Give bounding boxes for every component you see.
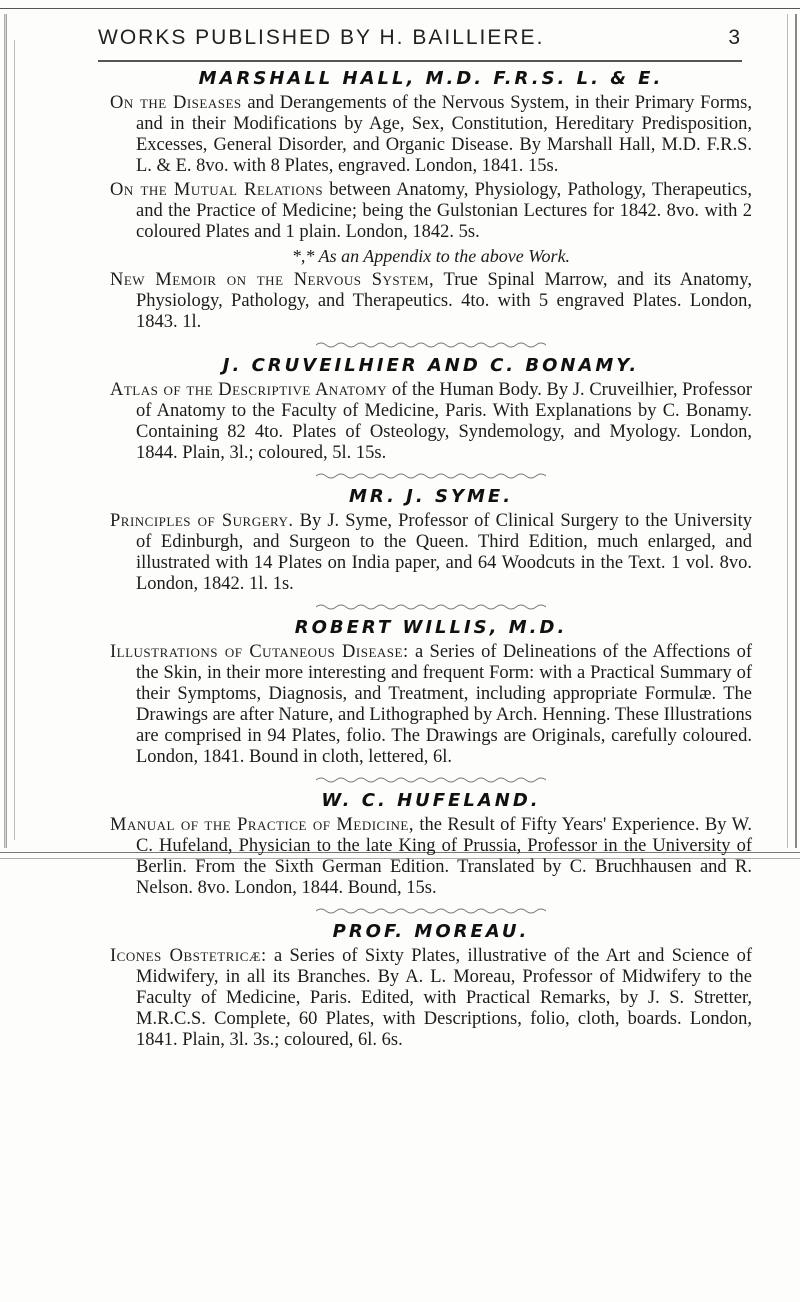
author-heading: ROBERT WILLIS, M.D. [294, 617, 568, 638]
right-page-edge [795, 14, 797, 848]
author-heading: J. CRUVEILHIER AND C. BONAMY. [222, 355, 640, 376]
running-title: WORKS PUBLISHED BY H. BAILLIERE. [98, 26, 545, 49]
entry-text: the Result of Fifty Years' Experience. By W. C. Hufeland, Physician to the late King of Prussia, Professor in the University of Berlin. From the Sixth German Edition. Translated by C. Bruchhausen and R. Nelson. 8vo. London, 1844. Bound, 15s. [136, 815, 752, 898]
left-page-edge-inner [14, 40, 15, 840]
book-entry [110, 380, 752, 464]
entry-title: On the Diseases [110, 93, 242, 113]
wavy-divider [316, 776, 546, 784]
catalogue-content [110, 68, 752, 1054]
entry-text: a Series of Delineations of the Affections of the Skin, in their more interesting and frequent Form: with a Practical Summary of their Symptoms, Diagnosis, and Treatment, including appropriate Formulæ. The Drawings are after Nature, and Lithographed by Arch. Henning. These Illustrations are comprised in 94 Plates, folio. The Drawings are Originals, carefully coloured. London, 1841. Bound in cloth, lettered, 6l. [136, 642, 752, 767]
book-entry [110, 815, 752, 899]
book-entry [110, 642, 752, 768]
top-border-line [0, 8, 800, 9]
page-number: 3 [728, 26, 742, 49]
entry-text: between Anatomy, Physiology, Pathology, Therapeutics, and the Practice of Medicine; being the Gulstonian Lectures for 1842. 8vo. with 2 coloured Plates and 1 plain. London, 1842. 5s. [136, 180, 752, 242]
wavy-divider [316, 472, 546, 480]
book-entry [110, 180, 752, 243]
catalogue-section [110, 486, 752, 595]
catalogue-section [110, 355, 752, 464]
author-heading: MARSHALL HALL, M.D. F.R.S. L. & E. [198, 68, 664, 89]
wavy-divider [316, 603, 546, 611]
catalogue-section [110, 617, 752, 768]
wavy-divider [316, 341, 546, 349]
right-page-edge-inner [787, 14, 788, 848]
left-page-edge [4, 14, 7, 848]
author-heading: PROF. MOREAU. [332, 921, 530, 942]
entry-text: of the Human Body. By J. Cruveilhier, Professor of Anatomy to the Faculty of Medicine, Paris. With Explanations by C. Bonamy. Containing 82 4to. Plates of Osteology, Syndemology, and Myology. London, 1844. Plain, 3l.; coloured, 5l. 15s. [136, 380, 753, 463]
wavy-divider [316, 907, 546, 915]
author-heading: W. C. HUFELAND. [321, 790, 541, 811]
entry-title: Illustrations of Cutaneous Disease: [110, 642, 409, 662]
entry-text: and Derangements of the Nervous System, in their Primary Forms, and in their Modifications by Age, Sex, Constitution, Hereditary Predisposition, Excesses, General Disorder, and Organic Disease. By Marshall Hall, M.D. F.R.S. L. & E. 8vo. with 8 Plates, engraved. London, 1841. 15s. [136, 93, 752, 176]
entry-title: New Memoir on the Nervous System, [110, 270, 435, 290]
appendix-note: *,* As an Appendix to the above Work. [291, 246, 571, 266]
entry-text: True Spinal Marrow, and its Anatomy, Physiology, Pathology, and Therapeutics. 4to. with 5 engraved Plates. London, 1843. 1l. [136, 270, 752, 332]
catalogue-section [110, 921, 752, 1051]
book-entry [110, 93, 752, 177]
entry-text: By J. Syme, Professor of Clinical Surgery to the University of Edinburgh, and Surgeon to the Queen. Third Edition, much enlarged, and illustrated with 14 Plates on India paper, and 64 Woodcuts in the Text. 1 vol. 8vo. London, 1842. 1l. 1s. [136, 511, 753, 594]
entry-text: a Series of Sixty Plates, illustrative of the Art and Science of Midwifery, in all its Branches. By A. L. Moreau, Professor of Midwifery to the Faculty of Medicine, Paris. Edited, with Practical Remarks, by J. S. Stretter, M.R.C.S. Complete, 60 Plates, with Descriptions, folio, cloth, boards. London, 1841. Plain, 3l. 3s.; coloured, 6l. 6s. [136, 946, 752, 1050]
entry-title: On the Mutual Relations [110, 180, 324, 200]
author-heading: MR. J. SYME. [348, 486, 514, 507]
catalogue-section [110, 790, 752, 899]
book-entry [110, 946, 752, 1051]
catalogue-section [110, 68, 752, 333]
book-entry [110, 270, 752, 333]
running-header [98, 26, 742, 50]
header-rule [98, 60, 742, 62]
entry-title: Principles of Surgery. [110, 511, 294, 531]
entry-title: Manual of the Practice of Medicine, [110, 815, 414, 835]
entry-title: Icones Obstetricæ: [110, 946, 267, 966]
book-entry [110, 511, 752, 595]
entry-title: Atlas of the Descriptive Anatomy [110, 380, 388, 400]
